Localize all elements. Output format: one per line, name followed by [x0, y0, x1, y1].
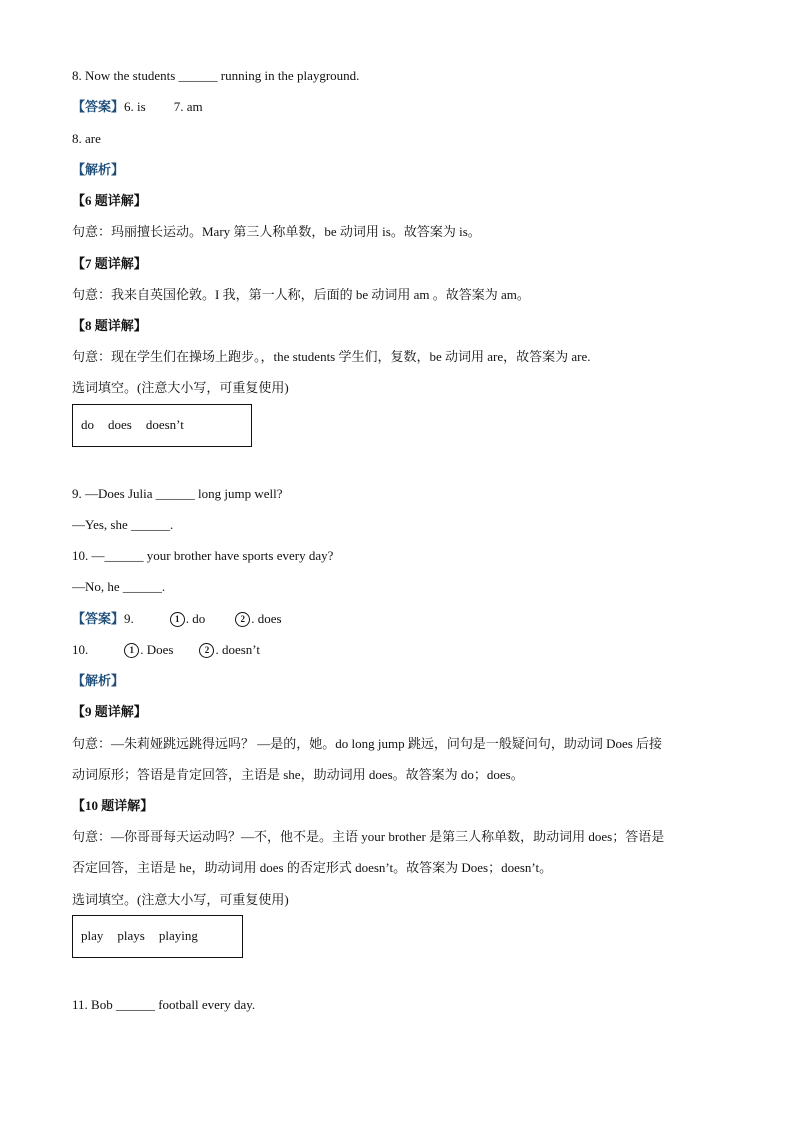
- instruction-2: 选词填空。(注意大小写，可重复使用): [72, 892, 289, 907]
- question-10-reply: —No, he ______.: [72, 579, 166, 594]
- detail-7-text: 句意：我来自英国伦敦。I 我，第一人称，后面的 be 动词用 am 。故答案为 am。: [72, 287, 530, 302]
- answer-tag: 【答案】: [72, 611, 125, 626]
- instruction-1: 选词填空。(注意大小写，可重复使用): [72, 380, 289, 395]
- answer-10-number: 10.: [72, 642, 89, 657]
- detail-9-text-1: 句意：—朱莉娅跳远跳得远吗？ —是的，她。do long jump 跳远，问句是一般疑问句，助动词 Does 后接: [72, 736, 663, 751]
- answer-line-10: [72, 641, 260, 659]
- answer-10-2: . doesn’t: [215, 642, 261, 657]
- question-8: 8. Now the students ______ running in the playground.: [72, 68, 360, 83]
- question-9-reply: —Yes, she ______.: [72, 517, 174, 532]
- question-9: 9. —Does Julia ______ long jump well?: [72, 486, 283, 501]
- circle-number-1: 1: [124, 643, 139, 658]
- answer-8: 8. are: [72, 131, 101, 146]
- analysis-tag: 【解析】: [72, 162, 125, 177]
- detail-9-heading: 【9 题详解】: [72, 704, 147, 719]
- word-box-1: [72, 404, 252, 447]
- word-box-2-item: plays: [117, 928, 145, 943]
- word-box-2: [72, 915, 243, 958]
- word-box-1-item: do: [81, 417, 94, 432]
- answer-line-6-7: [72, 98, 203, 116]
- question-11: 11. Bob ______ football every day.: [72, 997, 256, 1012]
- detail-8-text: 句意：现在学生们在操场上跑步。，the students 学生们，复数，be 动词用 are，故答案为 are.: [72, 349, 591, 364]
- answer-9-2: . does: [251, 611, 282, 626]
- detail-10-text-1: 句意：—你哥哥每天运动吗？—不，他不是。主语 your brother 是第三人称单数，助动词用 does；答语是: [72, 829, 665, 844]
- circle-number-2: 2: [199, 643, 214, 658]
- detail-10-text-2: 否定回答，主语是 he，助动词用 does 的否定形式 doesn’t。故答案为 Does；doesn’t。: [72, 860, 553, 875]
- detail-8-heading: 【8 题详解】: [72, 318, 147, 333]
- answer-7: 7. am: [173, 99, 203, 114]
- word-box-1-item: does: [108, 417, 132, 432]
- word-box-2-item: playing: [158, 928, 198, 943]
- answer-tag: 【答案】: [72, 99, 125, 114]
- analysis-tag: 【解析】: [72, 673, 125, 688]
- answer-10-1: . Does: [140, 642, 174, 657]
- detail-6-heading: 【6 题详解】: [72, 193, 147, 208]
- detail-9-text-2: 动词原形；答语是肯定回答，主语是 she，助动词用 does。故答案为 do；does。: [72, 767, 524, 782]
- question-10: 10. —______ your brother have sports every day?: [72, 548, 334, 563]
- detail-10-heading: 【10 题详解】: [72, 798, 154, 813]
- circle-number-1: 1: [170, 612, 185, 627]
- word-box-1-item: doesn’t: [145, 417, 184, 432]
- answer-6: 6. is: [124, 99, 146, 114]
- detail-7-heading: 【7 题详解】: [72, 256, 147, 271]
- detail-6-text: 句意：玛丽擅长运动。Mary 第三人称单数，be 动词用 is。故答案为 is。: [72, 224, 481, 239]
- answer-9-number: 9.: [124, 611, 134, 626]
- answer-line-9: [72, 610, 282, 628]
- word-box-2-item: play: [81, 928, 104, 943]
- circle-number-2: 2: [235, 612, 250, 627]
- answer-9-1: . do: [185, 611, 206, 626]
